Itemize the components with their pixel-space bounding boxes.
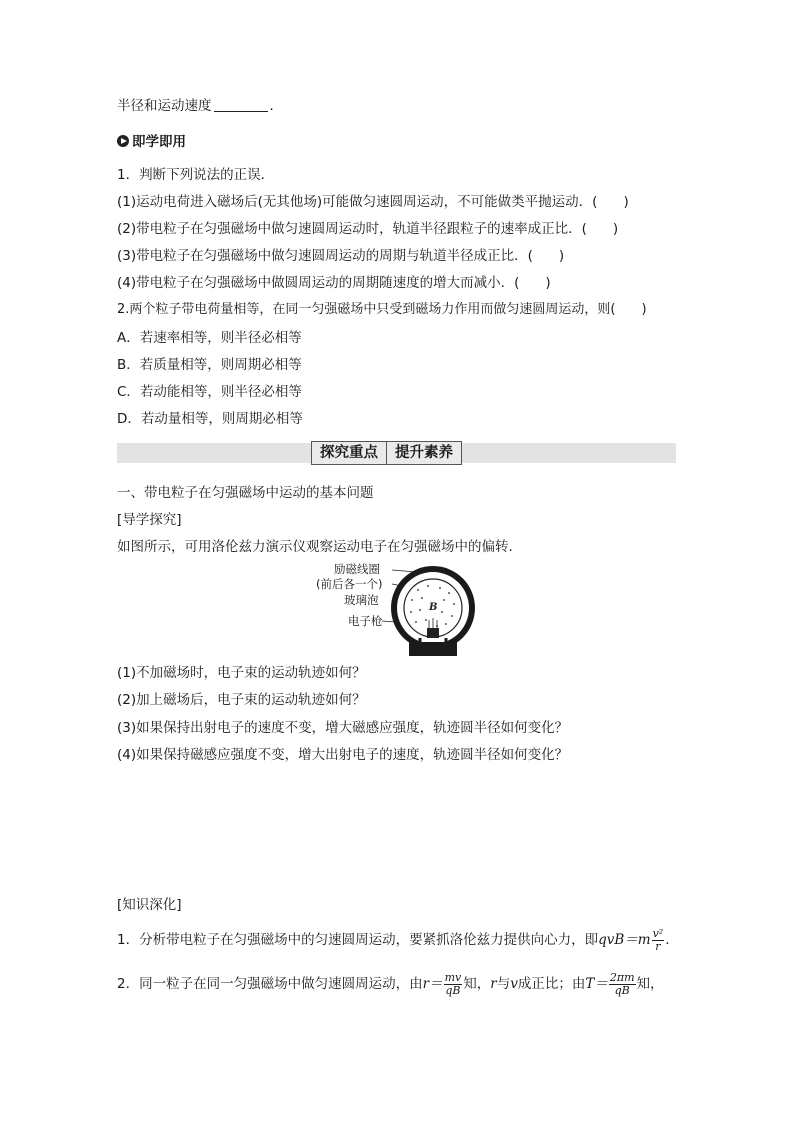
paren-close-4: ) xyxy=(545,275,551,291)
fill-blank[interactable] xyxy=(214,97,268,112)
k2-var-v: v xyxy=(510,976,518,992)
q2-option-b: B．若质量相等，则周期必相等 xyxy=(117,357,302,373)
knowledge-item-1 xyxy=(117,927,670,953)
q1-item-3-text: (3)带电粒子在匀强磁场中做匀速圆周运动的周期与轨道半径成正比．( xyxy=(117,248,533,264)
practice-heading-text: 即学即用 xyxy=(132,134,186,150)
k1-numerator: v² xyxy=(652,926,664,940)
label-coil: 励磁线圈 xyxy=(334,562,380,576)
guide-question-2: (2)加上磁场后，电子束的运动轨迹如何？ xyxy=(117,692,366,708)
knowledge-item-2 xyxy=(117,970,664,998)
q2-option-c: C．若动能相等，则半径必相等 xyxy=(117,384,302,400)
q1-item-4 xyxy=(117,273,551,293)
q1-item-2 xyxy=(117,219,618,239)
section-left: 探究重点 xyxy=(320,445,378,461)
q1-item-4-text: (4)带电粒子在匀强磁场中做圆周运动的周期随速度的增大而减小．( xyxy=(117,275,520,291)
k2-text-f: 成正比；由 xyxy=(517,976,586,992)
part1-title: 一、带电粒子在匀强磁场中运动的基本问题 xyxy=(117,485,374,501)
k2-denominator-2: qB xyxy=(614,983,630,997)
guide-text: 如图所示，可用洛伦兹力演示仪观察运动电子在匀强磁场中的偏转． xyxy=(117,539,522,555)
q2-option-a: A．若速率相等，则半径必相等 xyxy=(117,330,302,346)
k1-denominator: r xyxy=(655,939,661,953)
k1-fraction xyxy=(652,928,665,953)
k2-text-g: 知， xyxy=(636,976,664,992)
lorentz-apparatus-figure xyxy=(316,562,486,658)
guide-question-1: (1)不加磁场时，电子束的运动轨迹如何？ xyxy=(117,665,366,681)
q1-title: 1．判断下列说法的正误． xyxy=(117,167,275,183)
k2-fraction-t xyxy=(609,972,636,997)
label-gun: 电子枪 xyxy=(348,614,383,628)
intro-line xyxy=(117,96,283,116)
guide-heading: [导学探究] xyxy=(117,512,182,528)
label-bulb: 玻璃泡 xyxy=(344,593,379,607)
k2-numerator-1: mv xyxy=(444,970,462,984)
paren-close-3: ) xyxy=(558,248,565,264)
q2-stem xyxy=(117,300,647,320)
q1-item-1-text: (1)运动电荷进入磁场后(无其他场)可能做匀速圆周运动，不可能做类平抛运动．( xyxy=(117,194,598,210)
k2-var-r: r xyxy=(490,976,497,992)
k2-text-a: 2．同一粒子在同一匀强磁场中做匀速圆周运动，由 xyxy=(117,976,423,992)
k2-fraction-r xyxy=(444,972,463,997)
k2-r-eq: r＝ xyxy=(422,976,443,992)
play-icon xyxy=(117,135,129,147)
q1-item-1 xyxy=(117,192,629,212)
q1-item-3 xyxy=(117,246,564,266)
k2-text-d: 与 xyxy=(496,976,511,992)
paren-close-1: ) xyxy=(623,194,629,210)
k2-t-eq: T＝ xyxy=(585,976,608,992)
intro-end: ． xyxy=(269,98,283,114)
paren-close-2: ) xyxy=(612,221,619,237)
q2-paren-close: ) xyxy=(641,302,647,317)
practice-heading xyxy=(117,132,186,152)
apparatus-drawing xyxy=(316,562,486,658)
k2-denominator-1: qB xyxy=(445,983,461,997)
q2-stem-text: 2.两个粒子带电荷量相等，在同一匀强磁场中只受到磁场力作用而做匀速圆周运动，则( xyxy=(117,302,616,317)
intro-text: 半径和运动速度 xyxy=(117,98,212,114)
section-right: 提升素养 xyxy=(395,445,453,461)
k2-text-b: 知， xyxy=(463,976,491,992)
k2-numerator-2: 2πm xyxy=(609,970,635,984)
q1-item-2-text: (2)带电粒子在匀强磁场中做匀速圆周运动时，轨道半径跟粒子的速率成正比．( xyxy=(117,221,587,237)
q2-option-d: D．若动量相等，则周期必相等 xyxy=(117,411,303,427)
label-field-b: B xyxy=(429,602,438,613)
k1-text: 1．分析带电粒子在匀强磁场中的匀速圆周运动，要紧抓洛伦兹力提供向心力，即 xyxy=(117,932,599,948)
k1-formula-lhs: qvB＝m xyxy=(598,932,651,948)
guide-question-3: (3)如果保持出射电子的速度不变，增大磁感应强度，轨迹圆半径如何变化？ xyxy=(117,720,569,736)
label-coil-note: (前后各一个) xyxy=(316,577,383,591)
k1-end: . xyxy=(665,932,670,948)
section-banner xyxy=(311,441,462,465)
deepen-heading: [知识深化] xyxy=(117,897,182,913)
guide-question-4: (4)如果保持磁感应强度不变，增大出射电子的速度，轨迹圆半径如何变化？ xyxy=(117,747,569,763)
